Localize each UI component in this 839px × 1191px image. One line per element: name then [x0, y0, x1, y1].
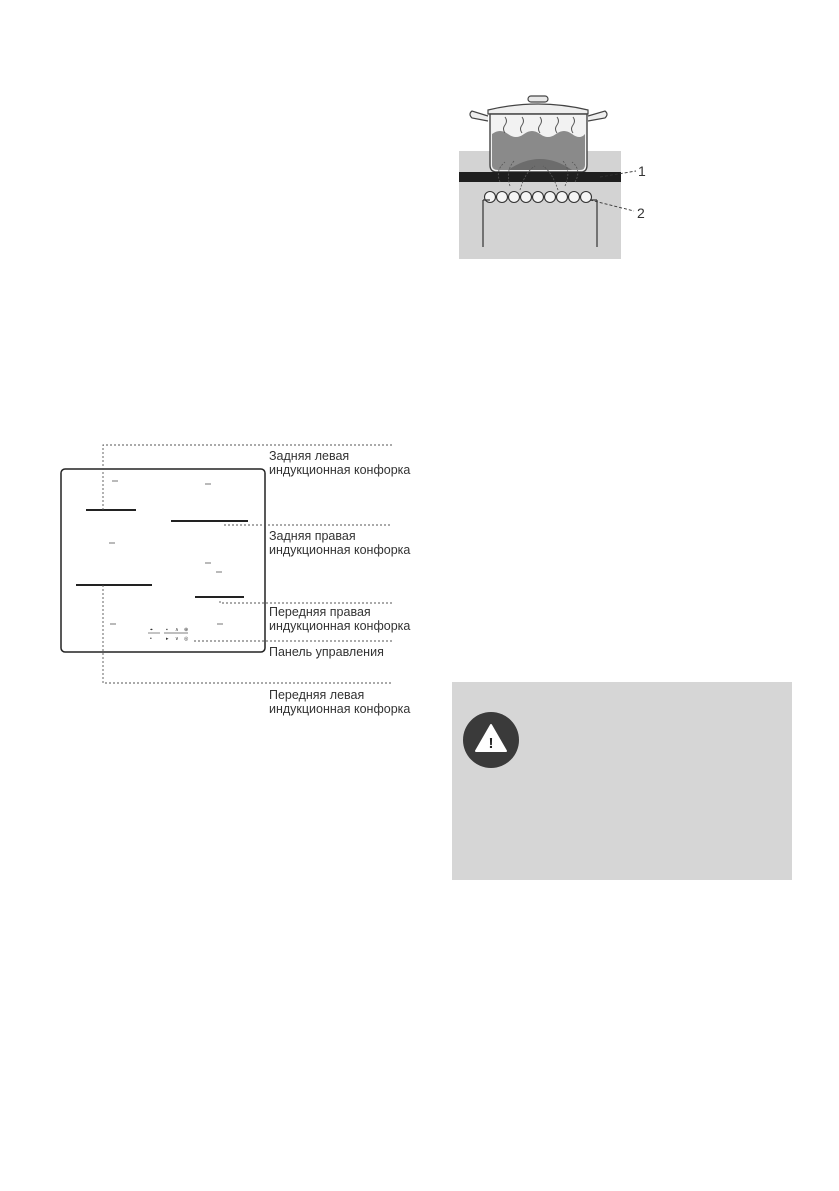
- callout-2: 2: [637, 205, 645, 221]
- label-rear-left-sub: индукционная конфорка: [269, 463, 411, 477]
- svg-text:▸: ▸: [166, 636, 169, 642]
- zone-small-ticks: [109, 481, 223, 624]
- svg-text:⌖: ⌖: [150, 627, 153, 633]
- label-rear-right-sub: индукционная конфорка: [269, 543, 411, 557]
- cooktop-outline: [61, 469, 265, 652]
- label-front-right: Передняя правая: [269, 605, 371, 619]
- warning-triangle-icon: [463, 712, 519, 768]
- label-rear-right: Задняя правая: [269, 529, 356, 543]
- label-control-panel: Панель управления: [269, 645, 384, 659]
- svg-text:◎: ◎: [184, 636, 189, 642]
- label-front-right-sub: индукционная конфорка: [269, 619, 411, 633]
- cooking-zone-marks: [76, 510, 248, 597]
- control-panel-symbols: [150, 627, 189, 642]
- svg-text:⊕: ⊕: [184, 627, 189, 633]
- svg-text:∧: ∧: [175, 627, 179, 633]
- label-front-left: Передняя левая: [269, 688, 365, 702]
- svg-text:▪: ▪: [166, 627, 168, 633]
- svg-text:•: •: [150, 636, 152, 642]
- callout-1: 1: [638, 163, 646, 179]
- label-rear-left: Задняя левая: [269, 449, 350, 463]
- svg-text:!: !: [488, 735, 494, 752]
- svg-text:∨: ∨: [175, 636, 179, 642]
- label-front-left-sub: индукционная конфорка: [269, 702, 411, 716]
